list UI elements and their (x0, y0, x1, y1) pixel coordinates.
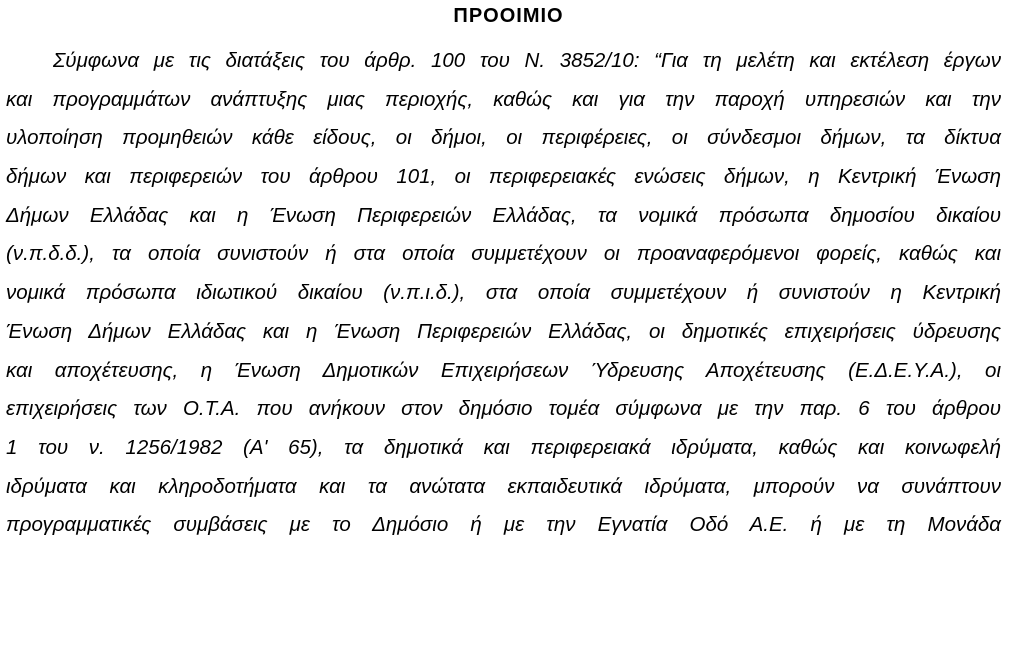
text-line: ιδρύματα και κληροδοτήματα και τα ανώτατα εκπαιδευτικά ιδρύματα, μπορούν να συνάπτουν (6, 474, 1001, 498)
text-line: και αποχέτευσης, η Ένωση Δημοτικών Επιχειρήσεων Ύδρευσης Αποχέτευσης (Ε.Δ.Ε.Υ.Α.), οι (6, 358, 1001, 382)
text-line: νομικά πρόσωπα ιδιωτικού δικαίου (ν.π.ι.δ.), στα οποία συμμετέχουν ή συνιστούν η Κεντρική (6, 281, 1001, 305)
document-title: ΠΡΟΟΙΜΙΟ (453, 5, 564, 27)
text-line: επιχειρήσεις των Ο.Τ.Α. που ανήκουν στον δημόσιο τομέα σύμφωνα με την παρ. 6 του άρθρου (6, 397, 1001, 421)
text-line: Ένωση Δήμων Ελλάδας και η Ένωση Περιφερειών Ελλάδας, οι δημοτικές επιχειρήσεις ύδρευσης (6, 319, 1001, 343)
text-line: Σύμφωνα με τις διατάξεις του άρθρ. 100 του Ν. 3852/10: “Για τη μελέτη και εκτέλεση έργων (53, 49, 1001, 72)
text-line: (ν.π.δ.δ.), τα οποία συνιστούν ή στα οποία συμμετέχουν οι προαναφερόμενοι φορείς, καθώς και (6, 242, 1001, 266)
text-line: προγραμματικές συμβάσεις με το Δημόσιο ή με την Εγνατία Οδό Α.Ε. ή με τη Μονάδα (6, 513, 1001, 537)
text-line: υλοποίηση προμηθειών κάθε είδους, οι δήμοι, οι περιφέρειες, οι σύνδεσμοι δήμων, τα δίκτυα (6, 126, 1001, 150)
text-line: Δήμων Ελλάδας και η Ένωση Περιφερειών Ελλάδας, τα νομικά πρόσωπα δημοσίου δικαίου (6, 203, 1001, 227)
text-line: δήμων και περιφερειών του άρθρου 101, οι περιφερειακές ενώσεις δήμων, η Κεντρική Ένωση (6, 165, 1001, 189)
document-body (6, 42, 1001, 545)
text-line: και προγραμμάτων ανάπτυξης μιας περιοχής, καθώς και για την παροχή υπηρεσιών και την (6, 87, 1001, 111)
text-line: 1 του ν. 1256/1982 (Α' 65), τα δημοτικά και περιφερειακά ιδρύματα, καθώς και κοινωφελή (6, 435, 1001, 459)
